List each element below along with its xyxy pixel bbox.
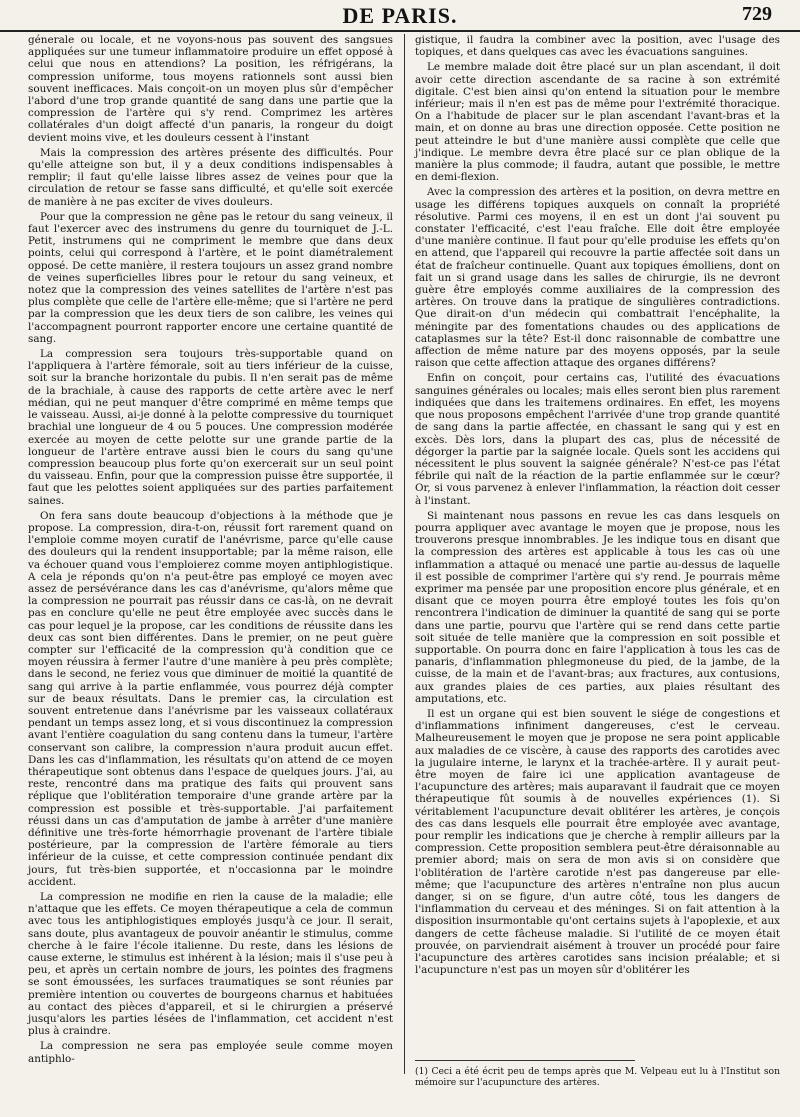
paragraph: La compression sera toujours très-supportable quand on l'appliquera à l'artère fémorale, soit au tiers inférieur de la cuisse, soit sur la branche horizontale du pubis. Il n'en serait pas de même de la brachiale, à cause des rapports de cette artère avec le nerf médian, qui ne peut manquer d'être comprimé en même temps que le vaisseau. Aussi, ai-je donné à la pelotte compressive du tourniquet brachial une longueur de 4 ou 5 pouces. Une compression modérée exercée au moyen de cette pelotte sur une grande partie de la longueur de l'artère entrave aussi bien le cours du sang qu'une compression beaucoup plus forte qu'on exercerait sur un seul point du vaisseau. Enfin, pour que la compression puisse être supportée, il faut que les pelottes soient appliquées sur des parties parfaitement saines. (28, 348, 393, 507)
text-columns (28, 34, 780, 1065)
paragraph: gistique, il faudra la combiner avec la position, avec l'usage des topiques, et dans quelques cas avec les évacuations sanguines. (415, 34, 780, 59)
column-divider (404, 34, 405, 1074)
footnote-rule (415, 1060, 635, 1061)
paragraph: Le membre malade doit être placé sur un plan ascendant, il doit avoir cette direction ascendante de sa racine à son extrémité digitale. C'est bien ainsi qu'on entend la situation pour le membre inférieur; mais il n'en est pas de même pour l'extrémité thoracique. On a l'habitude de placer sur le plan ascendant l'avant-bras et la main, et on donne au bras une direction opposée. Cette position ne peut atteindre le but d'une manière aussi complète que celle que j'indique. Le membre devra être placé sur ce plan oblique de la manière la plus commode; il faudra, autant que possible, le mettre en demi-flexion. (415, 61, 780, 184)
paragraph: Il est un organe qui est bien souvent le siége de congestions et d'inflammations infiniment dangereuses, c'est le cerveau. Malheureusement le moyen que je propose ne sera point applicable aux maladies de ce viscère, à cause des rapports des carotides avec la jugulaire interne, le larynx et la trachée-artère. Il y aurait peut-être moyen de faire ici une application avantageuse de l'acupuncture des artères; mais auparavant il faudrait que ce moyen thérapeutique fût soumis à de nouvelles expériences (1). Si véritablement l'acupuncture devait oblitérer les artères, je conçois des cas dans lesquels elle pourrait être employée avec avantage, pour remplir les indications que je cherche à remplir ailleurs par la compression. Cette proposition semblera peut-être déraisonnable au premier abord; mais on sera de mon avis si on considère que l'oblitération de l'artère carotide n'est pas dangereuse par elle-même; que l'acupuncture des artères n'entraîne non plus aucun danger, si on se figure, d'un autre côté, tous les dangers de l'inflammation du cerveau et des méninges. Si on fait attention à la disposition insurmontable qu'ont certains sujets à l'apoplexie, et aux dangers de cette fâcheuse maladie. Si l'utilité de ce moyen était prouvée, on parviendrait aisément à trouver un procédé pour faire l'acupuncture des artères carotides sans incision préalable; et si l'acupuncture n'est pas un moyen sûr d'oblitérer les (415, 707, 780, 977)
paragraph: Mais la compression des artères présente des difficultés. Pour qu'elle atteigne son but, il y a deux conditions indispensables à remplir; il faut qu'elle laisse libres assez de veines pour que la circulation de retour se fasse sans difficulté, et qu'elle soit exercée de manière à ne pas exciter de vives douleurs. (28, 146, 393, 208)
right-column (415, 34, 780, 1044)
paragraph: génerale ou locale, et ne voyons-nous pas souvent des sangsues appliquées sur une tumeur inflammatoire produire un effet opposé à celui que nous en attendions? La position, les réfrigérans, la compression uniforme, tous moyens rationnels sont aussi bien souvent inefficaces. Mais conçoit-on un moyen plus sûr d'empêcher l'abord d'une trop grande quantité de sang dans une partie que la compression de l'artère qui s'y rend. Comprimez les artères collatérales d'un doigt affecté d'un panaris, la rongeur du doigt devient moins vive, et les douleurs cessent à l'instant (28, 34, 393, 144)
footnote: (1) Ceci a été écrit peu de temps après que M. Velpeau eut lu à l'Institut son mémoire sur l'acupuncture des artères. (415, 1066, 780, 1088)
paragraph: La compression ne modifie en rien la cause de la maladie; elle n'attaque que les effets. Ce moyen thérapeutique a cela de commun avec tous les antiphlogistiques employés jusqu'à ce jour. Il serait, sans doute, plus avantageux de pouvoir anéantir le stimulus, comme cherche à le faire l'école italienne. Du reste, dans les lésions de cause externe, le stimulus est inhérent à la lésion; mais il s'use peu à peu, et après un certain nombre de jours, les pointes des fragmens se sont émoussées, les surfaces traumatiques se sont réunies par première intention ou couvertes de bourgeons charnus et habituées au contact des pièces d'appareil, et si le chirurgien a préservé jusqu'alors les parties lésées de l'inflammation, cet accident n'est plus à craindre. (28, 891, 393, 1038)
running-title: DE PARIS. (342, 3, 458, 28)
paragraph: Pour que la compression ne gêne pas le retour du sang veineux, il faut l'exercer avec des instrumens du genre du tourniquet de J.-L. Petit, instrumens qui ne compriment le membre que dans deux points, celui qui correspond à l'artère, et le point diamétralement opposé. De cette manière, il restera toujours un assez grand nombre de veines superficielles libres pour le retour du sang veineux, et notez que la compression des veines satellites de l'artère n'est pas plus complète que celle de l'artère elle-même; que si l'artère ne perd par la compression que les deux tiers de son calibre, les veines qui l'accompagnent pourront rapporter encore une certaine quantité de sang. (28, 210, 393, 345)
paragraph: Enfin on conçoit, pour certains cas, l'utilité des évacuations sanguines générales ou locales; mais elles seront bien plus rarement indiquées que dans les traitemens ordinaires. En effet, les moyens que nous proposons empêchent l'arrivée d'une trop grande quantité de sang dans la partie affectée, en chassant le sang qui y est en excès. Dès lors, dans la plupart des cas, plus de nécessité de dégorger la partie par la saignée locale. Quels sont les accidens qui nécessitent le plus souvent la saignée générale? N'est-ce pas l'état fébrile qui naît de la réaction de la partie enflammée sur le cœur? Or, si vous parvenez à enlever l'inflammation, la réaction doit cesser à l'instant. (415, 372, 780, 507)
paragraph: La compression ne sera pas employée seule comme moyen antiphlo- (28, 1040, 393, 1065)
paragraph: On fera sans doute beaucoup d'objections à la méthode que je propose. La compression, dira-t-on, réussit fort rarement quand on l'emploie comme moyen curatif de l'anévrisme, parce qu'elle cause des douleurs qui la rendent insupportable; par la même raison, elle va échouer quand vous l'emploierez comme moyen antiphlogistique. A cela je réponds qu'on n'a peut-être pas employé ce moyen avec assez de persévérance dans les cas d'anévrisme, qu'alors même que la compression ne pourrait pas réussir dans ce cas-là, on ne devrait pas en conclure qu'elle ne peut être employée avec succès dans le cas pour lequel je la propose, car les conditions de réussite dans les deux cas sont bien différentes. Dans le premier, on ne peut guère compter sur l'efficacité de la compression qu'à condition que ce moyen réussira à fermer l'autre d'une manière à peu près complète; dans le second, ne feriez vous que diminuer de moitié la quantité de sang qui arrive à la partie enflammée, vous pourrez déjà compter sur de beaux résultats. Dans le premier cas, la circulation est souvent entretenue dans l'anévrisme par les vaisseaux collatéraux pendant un temps assez long, et si vous discontinuez la compression avant l'entière coagulation du sang contenu dans la tumeur, l'artère conservant son calibre, la compression n'aura produit aucun effet. Dans les cas d'inflammation, les résultats qu'on attend de ce moyen thérapeutique sont obtenus dans l'espace de quelques jours. J'ai, au reste, rencontré dans ma pratique des faits qui prouvent sans réplique que l'oblitération temporaire d'une grande artère par la compression est possible et très-supportable. J'ai parfaitement réussi dans un cas d'amputation de jambe à arrêter d'une manière définitive une très-forte hémorrhagie provenant de l'artère tibiale postérieure, par la compression de l'artère fémorale au tiers inférieur de la cuisse, et cette compression continuée pendant dix jours, fut très-bien supportée, et n'occasionna par le moindre accident. (28, 509, 393, 888)
page-header (0, 0, 800, 32)
left-column (28, 34, 393, 1065)
paragraph: Si maintenant nous passons en revue les cas dans lesquels on pourra appliquer avec avantage le moyen que je propose, nous les trouverons presque innombrables. Je les indique tous en disant que la compression des artères est applicable à tous les cas où une inflammation a attaqué ou menacé une partie au-dessus de laquelle il est possible de comprimer l'artère qui s'y rend. Je pourrais même exprimer ma pensée par une proposition encore plus générale, et en disant que ce moyen pourra être employé toutes les fois qu'on rencontrera l'indication de diminuer la quantité de sang qui se porte dans une partie, pourvu que l'artère qui se rend dans cette partie soit située de telle manière que la compression en soit possible et supportable. On pourra donc en faire l'application à tous les cas de panaris, d'inflammation phlegmoneuse du pied, de la jambe, de la cuisse, de la main et de l'avant-bras; aux fractures, aux contusions, aux grandes plaies de ces parties, aux plaies résultant des amputations, etc. (415, 509, 780, 705)
page-number: 729 (742, 3, 772, 25)
paragraph: Avec la compression des artères et la position, on devra mettre en usage les différens topiques auxquels on connaît la propriété résolutive. Parmi ces moyens, il en est un dont j'ai souvent pu constater l'efficacité, c'est l'eau fraîche. Elle doit être employée d'une manière continue. Il faut pour qu'elle produise les effets qu'on en attend, que l'appareil qui recouvre la partie affectée soit dans un état de fraîcheur continuelle. Quant aux topiques émolliens, dont on fait un si grand usage dans les salles de chirurgie, ils ne devront guère être employés comme auxiliaires de la compression des artères. On trouve dans la pratique de singulières contradictions. Que dirait-on d'un médecin qui combattrait l'encéphalite, la méningite par des fomentations chaudes ou des applications de cataplasmes sur la tête? Est-il donc raisonnable de combattre une affection de même nature par des moyens opposés, par la seule raison que cette affection attaque des organes différens? (415, 186, 780, 370)
